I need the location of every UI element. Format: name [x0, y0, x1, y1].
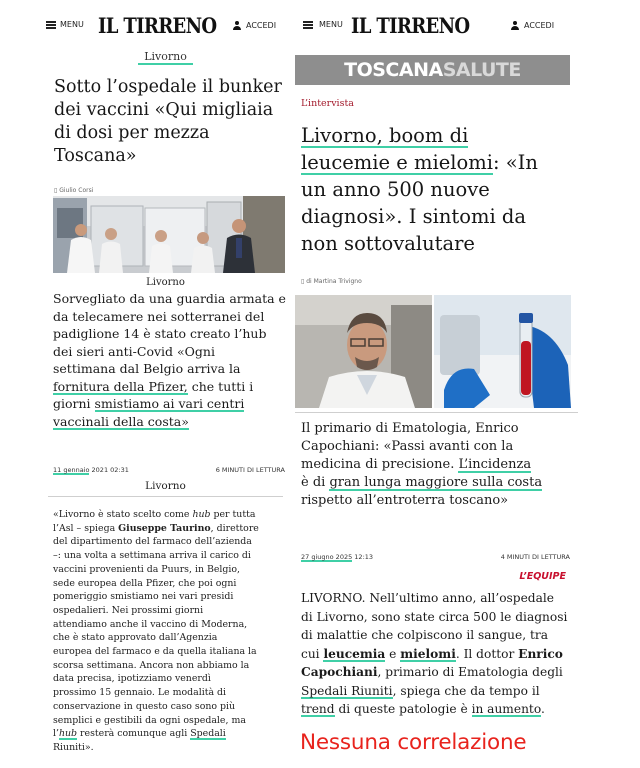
brand-logo[interactable]: IL TIRRENO — [351, 13, 470, 38]
lead-line — [301, 456, 576, 474]
body-line — [53, 508, 289, 522]
date-time: 12:13 — [352, 553, 374, 561]
read-time: 6 MINUTI DI LETTURA — [215, 466, 285, 474]
text: , primario di Ematologia degli — [377, 665, 563, 679]
publish-date — [301, 553, 373, 561]
highlight: vaccinali della costa» — [53, 413, 189, 429]
brand-logo[interactable]: IL TIRRENO — [98, 13, 217, 38]
lead-line — [53, 378, 288, 396]
menu-icon[interactable] — [303, 21, 313, 29]
body-line: del dipartimento del farmaco dell’azienda — [53, 536, 252, 548]
kicker: L’intervista — [301, 98, 354, 109]
publish-date — [53, 466, 129, 474]
photo-caption: Livorno — [146, 277, 185, 288]
article-lead — [301, 420, 576, 510]
headline-line: un anno 500 nuove — [301, 178, 490, 201]
article-body — [53, 508, 289, 755]
section-tag — [40, 50, 291, 65]
text: medicina di precisione. — [301, 457, 459, 472]
date-highlight: 11 gennaio — [53, 466, 90, 474]
highlight: Livorno, — [301, 124, 383, 147]
highlight: L’incidenza — [458, 457, 532, 472]
highlight: leucemia — [323, 646, 386, 661]
text: e — [385, 646, 401, 661]
highlight: hub — [58, 728, 78, 740]
body-line: prossimo 15 gennaio. Le modalità di — [53, 687, 227, 699]
body-line — [301, 682, 578, 701]
text: «Livorno è stato scelto come — [53, 509, 193, 520]
text: , spiega che da tempo il — [392, 683, 540, 698]
divider — [295, 412, 578, 413]
body-line: di Livorno, sono state circa 500 le diagnosi — [301, 609, 568, 624]
menu-label[interactable]: MENU — [319, 20, 343, 29]
login-link[interactable]: ACCEDI — [246, 21, 277, 30]
banner-part: TOSCANA — [344, 59, 443, 81]
body-line: scorsa settimana. Ancora non abbiamo la — [53, 659, 250, 671]
text: resterà comunque agli — [77, 728, 191, 740]
author-name[interactable]: di Martina Trivigno — [306, 278, 362, 285]
section-banner[interactable] — [295, 55, 570, 85]
text: . — [540, 702, 545, 716]
body-line: attendiamo anche il vaccino di Moderna, — [53, 618, 248, 630]
article-lead — [53, 290, 288, 430]
body-line — [53, 727, 289, 741]
lead-line: rispetto all’entroterra toscano» — [301, 493, 509, 508]
date-time: 2021 02:31 — [89, 466, 129, 474]
body-line — [53, 522, 289, 536]
highlight: gran lunga maggiore sulla costa — [329, 475, 543, 490]
highlight: mielomi — [400, 646, 456, 661]
divider — [48, 496, 283, 497]
article-headline: Sotto l’ospedale il bunker dei vaccini «Qui migliaia di dosi per mezza Toscana» — [54, 77, 282, 166]
body-line: vaccini provenienti da Puurs, in Belgio, — [53, 563, 241, 575]
menu-icon[interactable] — [46, 21, 56, 29]
article-photo — [53, 196, 285, 273]
left-header — [40, 12, 291, 38]
banner-part: SALUTE — [442, 59, 521, 81]
body-line: sede europea della Pfizer, che poi ogni — [53, 577, 237, 589]
highlight: Spedali Riuniti — [301, 683, 393, 698]
body-line — [301, 700, 578, 719]
menu-label[interactable]: MENU — [60, 20, 84, 29]
highlight: fornitura della Pfizer, — [53, 378, 188, 394]
date-highlight: 27 giugno 2025 — [301, 553, 353, 561]
headline-line — [301, 149, 576, 176]
text: . Il dottor — [455, 646, 519, 661]
user-icon[interactable] — [511, 21, 519, 30]
overlay-caption: Nessuna correlazione — [300, 730, 527, 755]
body-line: conservazione in questo caso sono più — [53, 700, 236, 712]
blood-tube-image — [434, 295, 571, 408]
read-time: 4 MINUTI DI LETTURA — [500, 553, 570, 561]
highlight: in aumento — [471, 702, 541, 716]
lead-line: Sorvegliato da una guardia armata e — [53, 291, 286, 306]
lead-line: settimana dal Belgio arriva la — [53, 361, 241, 376]
lead-text: giorni — [53, 396, 95, 411]
location-label: Livorno — [145, 480, 186, 492]
body-line: ospedalieri. Nei prossimi giorni — [53, 604, 204, 616]
lead-line: padiglione 14 è stato creato l’hub — [53, 326, 267, 341]
headline-line: diagnosi». I sintomi da — [301, 205, 527, 228]
right-header — [295, 12, 578, 38]
section-link[interactable]: Livorno — [138, 50, 193, 65]
text: di queste patologie è — [334, 702, 472, 716]
person-name: Giuseppe Taurino — [118, 522, 211, 534]
highlight: trend — [301, 702, 335, 716]
body-line: di malattie che colpiscono il sangue, tra — [301, 628, 548, 642]
lead-line — [53, 413, 288, 431]
body-line: data precisa, ipotizziamo venerdì — [53, 673, 211, 685]
article-body — [301, 589, 578, 719]
highlight: boom di — [382, 124, 469, 147]
highlight: Spedali — [190, 728, 226, 740]
lead-line — [301, 474, 576, 492]
doctor-portrait — [295, 295, 432, 408]
headline-line: non sottovalutare — [301, 232, 475, 255]
author-name[interactable]: Giulio Corsi — [59, 187, 94, 194]
text: hub — [192, 509, 211, 520]
lead-line: Capochiani: «Passi avanti con la — [301, 439, 514, 454]
lead-line — [53, 395, 288, 413]
text: per tutta — [210, 509, 256, 520]
headline-line — [301, 122, 576, 149]
text: l’ — [53, 728, 59, 740]
person-name: Capochiani — [301, 665, 378, 679]
text: : «In — [492, 151, 538, 174]
text: l’Asl – spiega — [53, 522, 119, 534]
byline: ▯ Giulio Corsi — [54, 187, 94, 194]
text: è di — [301, 475, 330, 490]
right-article — [295, 6, 578, 768]
lab-staff-photo — [53, 196, 285, 273]
person-name: Enrico — [518, 646, 563, 661]
body-line: europea del farmaco e da quella italiana la — [53, 646, 257, 658]
body-line: pomeriggio smistiamo nei vari presidi — [53, 591, 234, 603]
blood-test-photo — [434, 295, 571, 408]
body-line: semplici e gestibili da ogni ospedale, ma — [53, 714, 246, 726]
lead-line: dei sieri anti-Covid «Ogni — [53, 343, 215, 359]
text: cui — [301, 646, 324, 661]
highlight: leucemie e mielomi — [301, 151, 493, 174]
sponsor-logo[interactable]: L’EQUIPE — [519, 571, 566, 582]
lead-text: che tutti i — [187, 378, 254, 394]
body-line: –: una volta a settimana arriva il carico di — [53, 550, 251, 562]
body-line: LIVORNO. Nell’ultimo anno, all’ospedale — [301, 591, 554, 605]
left-article — [40, 6, 291, 768]
body-line: Riuniti». — [53, 741, 94, 753]
body-line: che è stato approvato dall’Agenzia — [53, 632, 218, 644]
body-line — [301, 663, 578, 682]
lead-line: da telecamere nei sotterranei del — [53, 308, 265, 324]
lead-line: Il primario di Ematologia, Enrico — [301, 421, 519, 436]
body-line — [301, 645, 578, 664]
article-headline — [301, 122, 576, 257]
highlight: smistiamo ai vari centri — [94, 396, 245, 411]
text: , direttore — [210, 522, 259, 534]
user-icon[interactable] — [233, 21, 241, 30]
login-link[interactable]: ACCEDI — [524, 21, 555, 30]
byline: ▯ di Martina Trivigno — [301, 278, 362, 285]
doctor-photo — [295, 295, 432, 408]
